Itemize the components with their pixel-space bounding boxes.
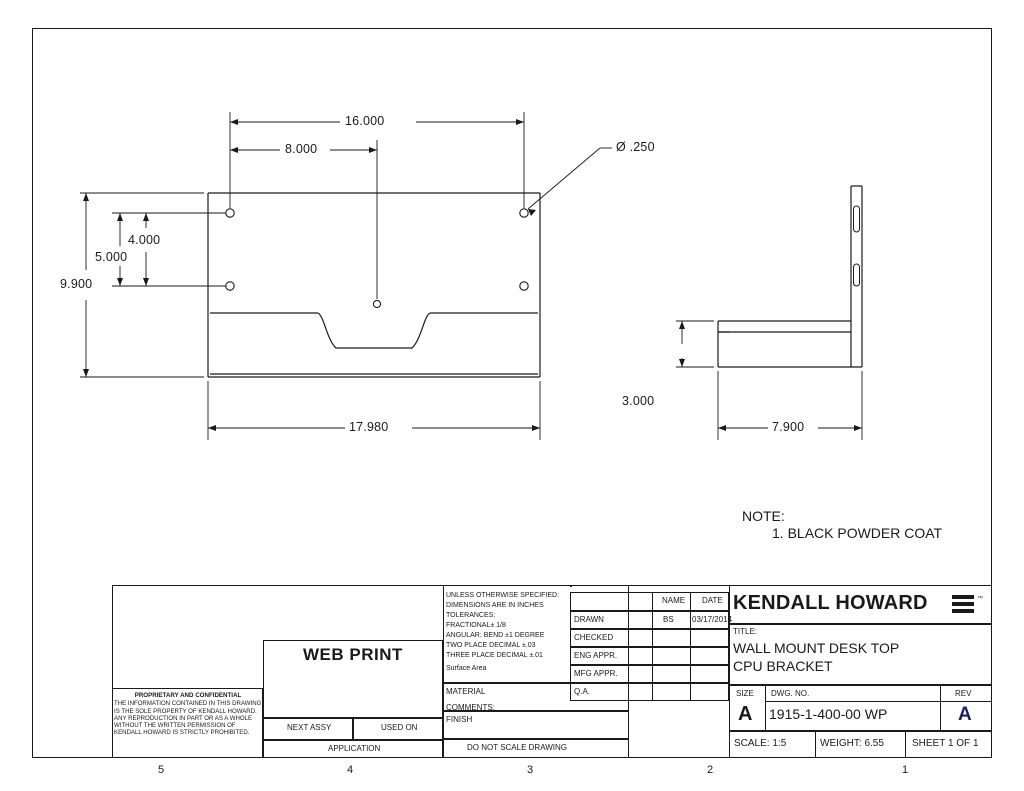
size-value: A: [738, 703, 753, 725]
size-label: SIZE: [736, 689, 754, 698]
rev-label-divider: [940, 701, 992, 702]
spec-line-4: FRACTIONAL± 1/8: [446, 622, 506, 629]
scale-divider: [815, 731, 816, 758]
spec-line-3: TOLERANCES:: [446, 612, 496, 619]
approval-label-qa: Q.A.: [574, 687, 591, 696]
proprietary-heading: PROPRIETARY AND CONFIDENTIAL: [134, 692, 242, 699]
application-label: APPLICATION: [328, 744, 381, 753]
rev-value: A: [958, 704, 972, 725]
dimension-hole-diameter: Ø .250: [616, 140, 655, 154]
rev-label: REV: [955, 689, 972, 698]
do-not-scale-label: DO NOT SCALE DRAWING: [467, 743, 568, 752]
proprietary-note: [114, 692, 262, 737]
approvals-row-qa: [570, 683, 729, 701]
approval-label-eng: ENG APPR.: [574, 651, 618, 660]
dimension-vertical-leg-height: 3.000: [622, 394, 655, 408]
dimension-half-width: 8.000: [285, 142, 318, 156]
next-assy-label: NEXT ASSY: [287, 723, 332, 732]
approvals-spacer: [570, 585, 572, 587]
approvals-header-date: DATE: [702, 596, 723, 605]
brand-bar-3: [952, 609, 974, 613]
dimension-hole-offset-vertical: 4.000: [128, 233, 161, 247]
weight-divider: [905, 731, 906, 758]
brand-bar-1: [952, 595, 974, 599]
title-label: TITLE:: [733, 627, 758, 636]
approvals-divider-name: [652, 592, 653, 701]
dimension-depth: 7.900: [772, 420, 805, 434]
spec-line-6: TWO PLACE DECIMAL ±.03: [446, 642, 536, 649]
spec-line-2: DIMENSIONS ARE IN INCHES: [446, 602, 544, 609]
weight-value: WEIGHT: 6.55: [820, 738, 884, 749]
zone-number-2: 2: [706, 764, 714, 776]
trademark-icon: ™: [977, 596, 983, 602]
dimension-overall-width-top: 16.000: [345, 114, 385, 128]
rev-divider: [940, 685, 941, 731]
approval-date-drawn: 03/17/2014: [692, 615, 733, 624]
web-print-label: WEB PRINT: [303, 645, 403, 664]
approval-label-comments: COMMENTS:: [446, 703, 495, 712]
approval-label-mfg: MFG APPR.: [574, 669, 618, 678]
approvals-divider-date: [690, 592, 691, 701]
finish-label: FINISH: [446, 715, 473, 724]
zone-number-1: 1: [901, 764, 909, 776]
approval-name-drawn: BS: [663, 615, 674, 624]
dimension-hole-spacing-vertical: 5.000: [95, 250, 128, 264]
spec-line-5: ANGULAR: BEND ±1 DEGREE: [446, 632, 545, 639]
dwg-label-divider: [765, 701, 940, 702]
zone-number-5: 5: [157, 764, 165, 776]
spec-line-7: THREE PLACE DECIMAL ±.01: [446, 652, 543, 659]
dwg-no-label: DWG. NO.: [771, 689, 810, 698]
scale-value: SCALE: 1:5: [734, 738, 787, 749]
zone-number-4: 4: [346, 764, 354, 776]
zone-number-3: 3: [526, 764, 534, 776]
approval-label-checked: CHECKED: [574, 633, 614, 642]
size-divider: [765, 685, 766, 731]
brand-bar-2: [952, 602, 974, 606]
dwg-no-value: 1915-1-400-00 WP: [769, 706, 888, 722]
approval-label-drawn: DRAWN: [574, 615, 604, 624]
company-name: KENDALL HOWARD: [733, 592, 928, 614]
used-on-label: USED ON: [381, 723, 418, 732]
note-heading: NOTE:: [742, 508, 785, 524]
note-item-1: 1. BLACK POWDER COAT: [772, 525, 943, 541]
spec-line-8: Surface Area: [446, 665, 487, 672]
drawing-title-line-2: CPU BRACKET: [733, 658, 833, 674]
dimension-overall-length-bottom: 17.980: [349, 420, 389, 434]
material-label: MATERIAL: [446, 687, 486, 696]
spec-line-1: UNLESS OTHERWISE SPECIFIED:: [446, 592, 560, 599]
sheet-value: SHEET 1 OF 1: [912, 738, 979, 749]
approvals-header-name: NAME: [662, 596, 686, 605]
drawing-title-line-1: WALL MOUNT DESK TOP: [733, 640, 900, 656]
proprietary-body: THE INFORMATION CONTAINED IN THIS DRAWING IS THE SOLE PROPERTY OF KENDALL HOWARD. ANY REPRODUCTION IN PART OR AS A WHOLE WITHOUT THE WRITTEN PERMISSION OF KENDALL HOWARD IS STRICTLY PROHIBITED.: [114, 700, 262, 737]
dimension-overall-height: 9.900: [60, 277, 93, 291]
